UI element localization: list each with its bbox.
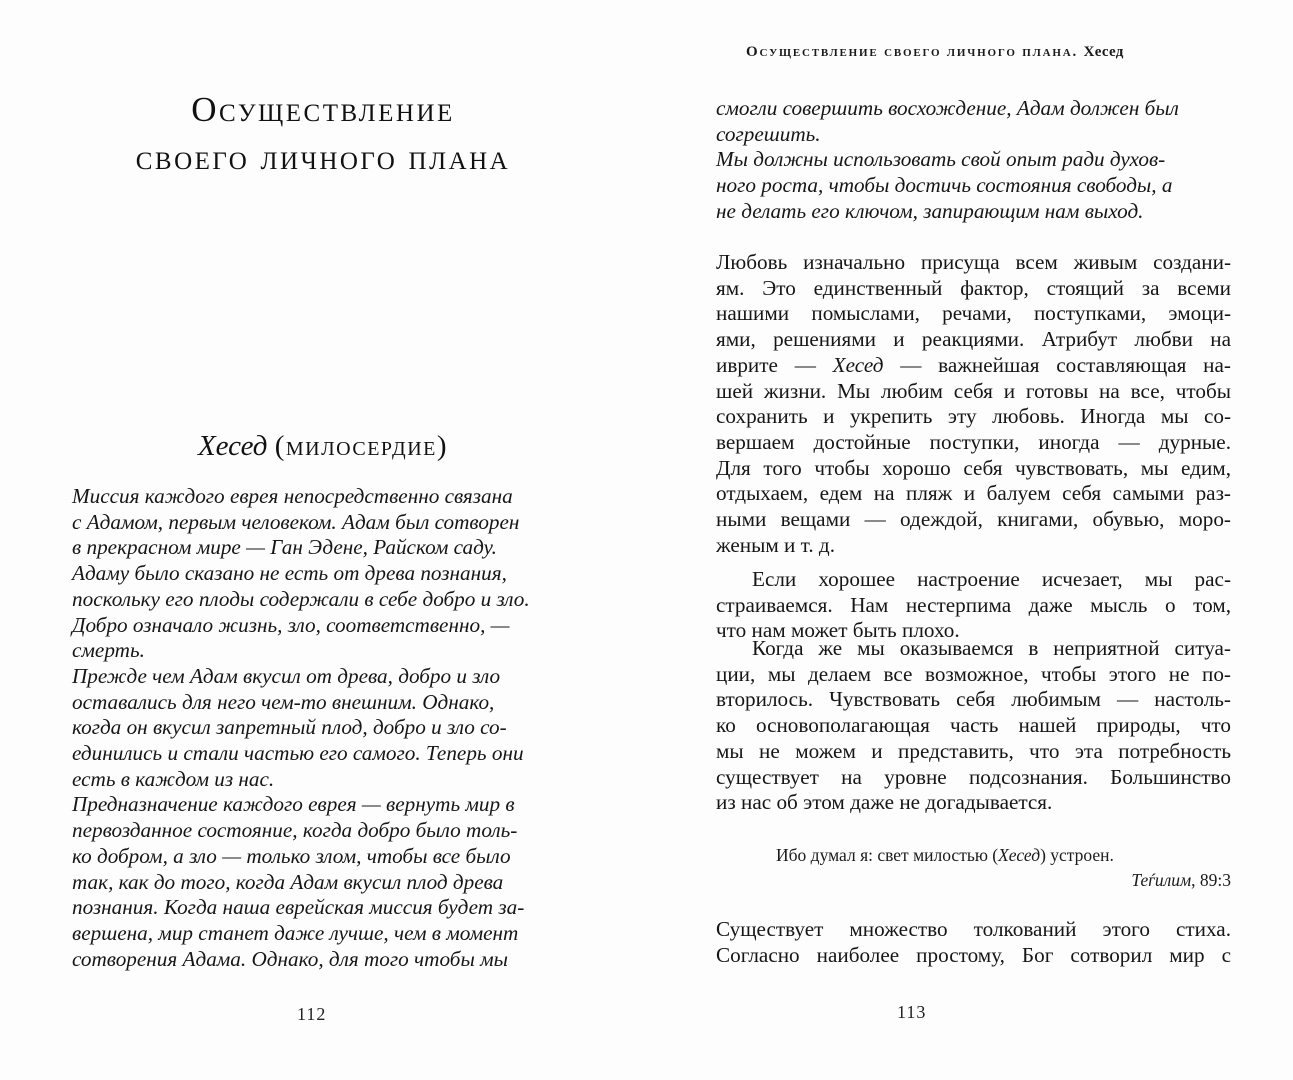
page-number: 112 xyxy=(297,1004,327,1024)
text-line: ными вещами — одеждой, книгами, обувью, моро- xyxy=(716,507,1231,532)
italic-continuation xyxy=(716,96,1231,225)
text-line: с Адамом, первым человеком. Адам был сотворен xyxy=(72,509,520,534)
paragraph-unpleasant xyxy=(716,636,1231,816)
chapter-title-line: своего личного плана xyxy=(135,138,511,177)
text-line: первозданное состояние, когда добро было толь- xyxy=(72,818,518,843)
text-line: сотворения Адама. Однако, для того чтобы мы xyxy=(72,946,508,971)
running-head-section: Хесед xyxy=(1083,44,1124,60)
chapter-title xyxy=(0,86,646,182)
paragraph-mood xyxy=(716,567,1231,644)
page-number: 113 xyxy=(897,1002,927,1022)
text-line: так, как до того, когда Адам вкусил плод древа xyxy=(72,869,504,894)
right-page xyxy=(646,0,1293,1080)
text-line: Миссия каждого еврея непосредственно связана xyxy=(72,484,513,508)
section-title-hebrew-term: Хесед xyxy=(197,430,268,462)
text-line: нашими помыслами, речами, поступками, эмоци- xyxy=(716,301,1231,326)
paragraph-love xyxy=(716,250,1231,558)
text-line: вторилось. Чувствовать себя любимым — настоль- xyxy=(716,687,1231,712)
text-line: Когда же мы оказываемся в неприятной ситуа- xyxy=(752,636,1231,660)
text-line: когда он вкусил запретный плод, добро и зло со- xyxy=(72,715,507,740)
text-line: ям. Это единственный фактор, стоящий за всеми xyxy=(716,275,1231,300)
source-book: Теѓилим xyxy=(1131,870,1192,890)
text-line: ции, мы делаем все возможное, чтобы этого не по- xyxy=(716,661,1231,686)
text-line: смогли совершить восхождение, Адам должен был xyxy=(716,96,1179,120)
epigraph-quote xyxy=(776,843,1231,868)
text-line: есть в каждом из нас. xyxy=(72,766,275,791)
text-line: ного роста, чтобы достичь состояния свободы, а xyxy=(716,173,1173,198)
text-line: поскольку его плоды содержали в себе добро и зло. xyxy=(72,586,530,611)
source-reference: , 89:3 xyxy=(1191,870,1231,890)
text-line: Прежде чем Адам вкусил от древа, добро и зло xyxy=(72,663,501,688)
section-title-translation: (милосердие) xyxy=(274,430,449,462)
epigraph-source xyxy=(776,868,1231,893)
text-line: Для того чтобы хорошо себя чувствовать, мы едим, xyxy=(716,455,1231,480)
text-line: Существует множество толкований этого стиха. xyxy=(716,917,1231,941)
paragraph-interpretations xyxy=(716,917,1231,968)
text-line: существует на уровне подсознания. Большинство xyxy=(716,764,1231,789)
text-line: мы не можем и представить, что эта потребность xyxy=(716,738,1231,763)
text-line: шей жизни. Мы любим себя и готовы на все, чтобы xyxy=(716,378,1231,403)
epigraph xyxy=(776,843,1231,893)
text-line: Добро означало жизнь, зло, соответственно, — xyxy=(72,612,510,637)
hebrew-term: Хесед xyxy=(998,845,1041,865)
text-line: в прекрасном мире — Ган Эдене, Райском саду. xyxy=(72,535,497,560)
text-line: познания. Когда наша еврейская миссия будет за- xyxy=(72,895,525,920)
text-line: из нас об этом даже не догадывается. xyxy=(716,790,1053,815)
text-line: не делать его ключом, запирающим нам выход. xyxy=(716,198,1144,223)
text-line: ко основополагающая часть нашей природы, что xyxy=(716,713,1231,738)
text-line: Если хорошее настроение исчезает, мы рас- xyxy=(752,567,1231,591)
text-run: Ибо думал я: свет милостью ( xyxy=(776,845,999,865)
text-line xyxy=(716,353,1231,379)
left-body-text xyxy=(72,484,572,972)
text-line: сохранить и укрепить эту любовь. Иногда мы со- xyxy=(716,404,1231,429)
text-line: единились и стали частью его самого. Теперь они xyxy=(72,741,524,766)
chapter-title-line: Осуществление xyxy=(191,90,455,129)
text-line: Мы должны использовать свой опыт ради духов- xyxy=(716,147,1166,172)
hebrew-term: Хесед xyxy=(832,352,884,377)
text-line: ями, решениями и реакциями. Атрибут любви на xyxy=(716,327,1231,352)
text-run: — важнейшая составляющая на- xyxy=(883,352,1231,377)
text-line: смерть. xyxy=(72,638,145,663)
text-line: женым и т. д. xyxy=(716,532,836,557)
section-title xyxy=(0,427,646,465)
text-line: отдыхаем, едем на пляж и балуем себя самыми раз- xyxy=(716,481,1231,506)
text-line: ко добром, а зло — только злом, чтобы все было xyxy=(72,843,511,868)
running-head xyxy=(746,44,1124,61)
text-line: Любовь изначально присуща всем живым создани- xyxy=(716,250,1231,274)
left-page xyxy=(0,0,646,1080)
text-run: ) устроен. xyxy=(1040,845,1114,865)
text-line: вершаем достойные поступки, иногда — дурные. xyxy=(716,429,1231,454)
text-line: Адаму было сказано не есть от древа познания, xyxy=(72,561,507,586)
text-run: иврите — xyxy=(716,352,833,377)
text-line: согрешить. xyxy=(716,121,821,146)
running-head-main: Осуществление своего личного плана. xyxy=(746,44,1079,60)
text-line: Предназначение каждого еврея — вернуть мир в xyxy=(72,792,515,817)
text-line: вершена, мир станет даже лучше, чем в момент xyxy=(72,920,519,945)
text-line: страиваемся. Нам нестерпима даже мысль о том, xyxy=(716,592,1231,617)
text-line: что нам может быть плохо. xyxy=(716,618,960,643)
text-line: оставались для него чем-то внешним. Однако, xyxy=(72,689,495,714)
text-line: Согласно наиболее простому, Бог сотворил мир с xyxy=(716,942,1231,967)
